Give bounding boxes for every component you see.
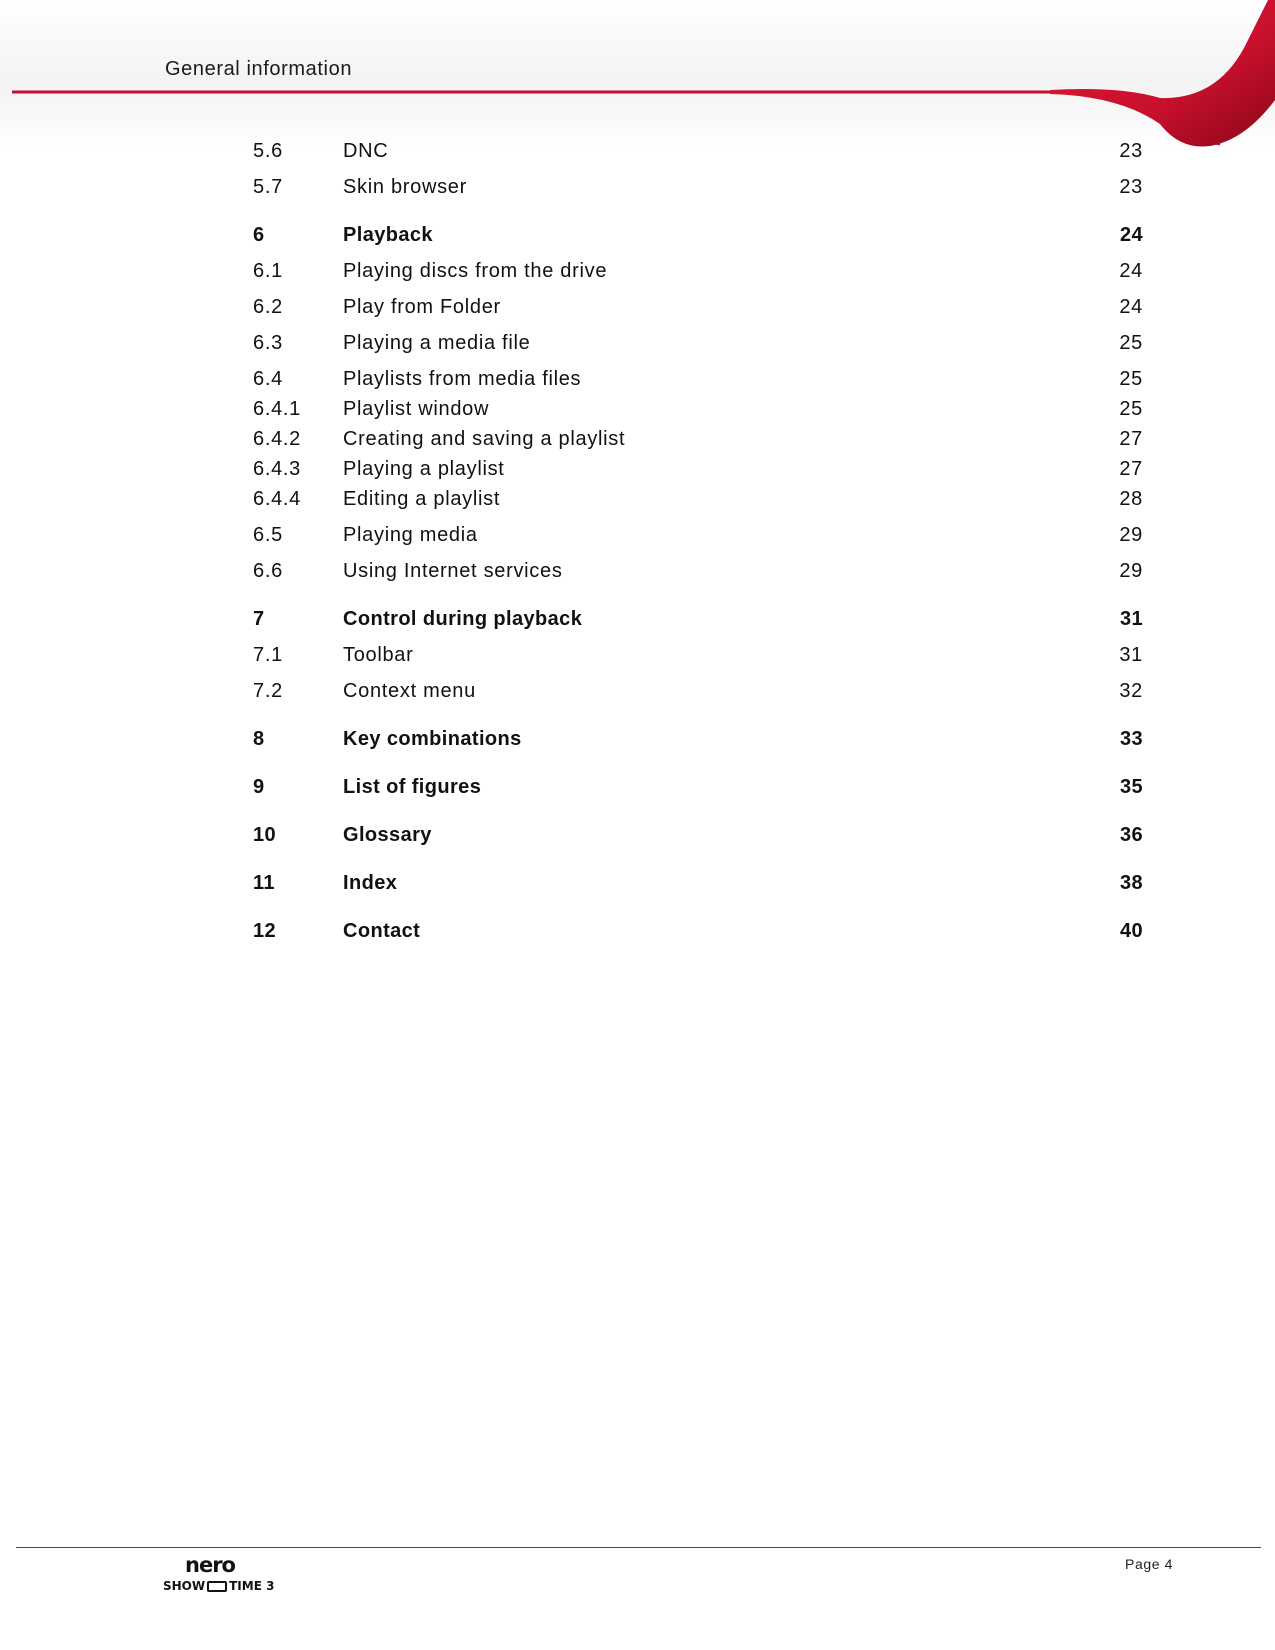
header-red-rule — [12, 92, 1220, 144]
toc-entry-page: 38 — [1119, 872, 1143, 894]
toc-entry-title: Playing a playlist — [343, 458, 505, 480]
toc-entry-title: Using Internet services — [343, 560, 563, 582]
toc-entry-page: 24 — [1119, 260, 1143, 282]
toc-entry-page: 32 — [1119, 680, 1143, 702]
toc-entry-page: 29 — [1119, 524, 1143, 546]
toc-entry-title: Playing discs from the drive — [343, 260, 608, 282]
toc-entry-page: 36 — [1119, 824, 1143, 846]
header-red-swoosh — [1050, 0, 1275, 147]
toc-entry-number: 6.4.4 — [253, 488, 301, 510]
toc-entry-page: 24 — [1119, 296, 1143, 318]
toc-entry-page: 23 — [1119, 140, 1143, 162]
toc-chapter-row[interactable] — [253, 872, 1143, 902]
toc-entry-number: 5.7 — [253, 176, 283, 198]
toc-entry-title: Context menu — [343, 680, 476, 702]
toc-chapter-row[interactable] — [253, 728, 1143, 758]
toc-entry-title: Glossary — [343, 824, 432, 846]
toc-entry-page: 35 — [1119, 776, 1143, 798]
toc-entry-page: 27 — [1119, 458, 1143, 480]
logo-product-text — [163, 1579, 274, 1593]
toc-entry-number: 6 — [253, 224, 265, 246]
toc-section-row[interactable] — [253, 260, 1143, 290]
toc-entry-title: Key combinations — [343, 728, 522, 750]
toc-entry-number: 7 — [253, 608, 265, 630]
logo-brand-text: nero — [185, 1553, 235, 1577]
toc-entry-number: 12 — [253, 920, 277, 942]
nero-showtime-logo — [163, 1553, 273, 1603]
toc-section-row[interactable] — [253, 428, 1143, 458]
toc-entry-title: Contact — [343, 920, 421, 942]
toc-entry-number: 6.4 — [253, 368, 283, 390]
toc-entry-number: 9 — [253, 776, 265, 798]
toc-entry-title: Playlist window — [343, 398, 490, 420]
toc-entry-number: 5.6 — [253, 140, 283, 162]
toc-entry-title: DNC — [343, 140, 389, 162]
toc-chapter-row[interactable] — [253, 224, 1143, 254]
toc-entry-number: 6.4.1 — [253, 398, 301, 420]
toc-entry-number: 6.2 — [253, 296, 283, 318]
toc-entry-page: 25 — [1119, 332, 1143, 354]
toc-entry-page: 25 — [1119, 368, 1143, 390]
toc-entry-number: 6.3 — [253, 332, 283, 354]
toc-section-row[interactable] — [253, 560, 1143, 590]
toc-entry-page: 40 — [1119, 920, 1143, 942]
toc-entry-title: Skin browser — [343, 176, 467, 198]
toc-entry-page: 24 — [1119, 224, 1143, 246]
toc-entry-title: Playing media — [343, 524, 478, 546]
toc-entry-number: 8 — [253, 728, 265, 750]
toc-entry-title: Control during playback — [343, 608, 583, 630]
toc-entry-number: 6.4.3 — [253, 458, 301, 480]
toc-entry-page: 31 — [1119, 644, 1143, 666]
toc-section-row[interactable] — [253, 176, 1143, 206]
toc-entry-title: Creating and saving a playlist — [343, 428, 626, 450]
toc-entry-page: 33 — [1119, 728, 1143, 750]
toc-section-row[interactable] — [253, 524, 1143, 554]
toc-section-row[interactable] — [253, 140, 1143, 170]
toc-entry-number: 7.1 — [253, 644, 283, 666]
toc-entry-title: Playing a media file — [343, 332, 531, 354]
page-number: Page 4 — [1125, 1556, 1173, 1572]
toc-entry-page: 31 — [1119, 608, 1143, 630]
toc-section-row[interactable] — [253, 368, 1143, 398]
toc-entry-number: 6.4.2 — [253, 428, 301, 450]
toc-entry-number: 10 — [253, 824, 277, 846]
screen-icon — [207, 1581, 227, 1592]
toc-entry-number: 6.6 — [253, 560, 283, 582]
toc-entry-title: Play from Folder — [343, 296, 501, 318]
toc-section-row[interactable] — [253, 644, 1143, 674]
toc-entry-page: 27 — [1119, 428, 1143, 450]
toc-entry-title: Editing a playlist — [343, 488, 501, 510]
toc-chapter-row[interactable] — [253, 824, 1143, 854]
toc-entry-title: Toolbar — [343, 644, 414, 666]
toc-entry-number: 6.1 — [253, 260, 283, 282]
toc-entry-title: Index — [343, 872, 398, 894]
toc-entry-title: Playlists from media files — [343, 368, 582, 390]
toc-chapter-row[interactable] — [253, 608, 1143, 638]
toc-entry-number: 7.2 — [253, 680, 283, 702]
toc-entry-number: 6.5 — [253, 524, 283, 546]
logo-product-left: SHOW — [163, 1579, 206, 1593]
toc-entry-page: 23 — [1119, 176, 1143, 198]
toc-entry-page: 28 — [1119, 488, 1143, 510]
logo-product-right: TIME 3 — [229, 1579, 275, 1593]
toc-section-row[interactable] — [253, 488, 1143, 518]
toc-section-row[interactable] — [253, 296, 1143, 326]
toc-section-row[interactable] — [253, 680, 1143, 710]
toc-entry-title: Playback — [343, 224, 433, 246]
toc-section-row[interactable] — [253, 332, 1143, 362]
footer-divider — [16, 1547, 1261, 1548]
toc-chapter-row[interactable] — [253, 776, 1143, 806]
toc-entry-title: List of figures — [343, 776, 482, 798]
section-title: General information — [165, 58, 353, 80]
toc-entry-page: 29 — [1119, 560, 1143, 582]
toc-section-row[interactable] — [253, 458, 1143, 488]
toc-entry-number: 11 — [253, 872, 275, 894]
toc-section-row[interactable] — [253, 398, 1143, 428]
toc-entry-page: 25 — [1119, 398, 1143, 420]
toc-chapter-row[interactable] — [253, 920, 1143, 950]
